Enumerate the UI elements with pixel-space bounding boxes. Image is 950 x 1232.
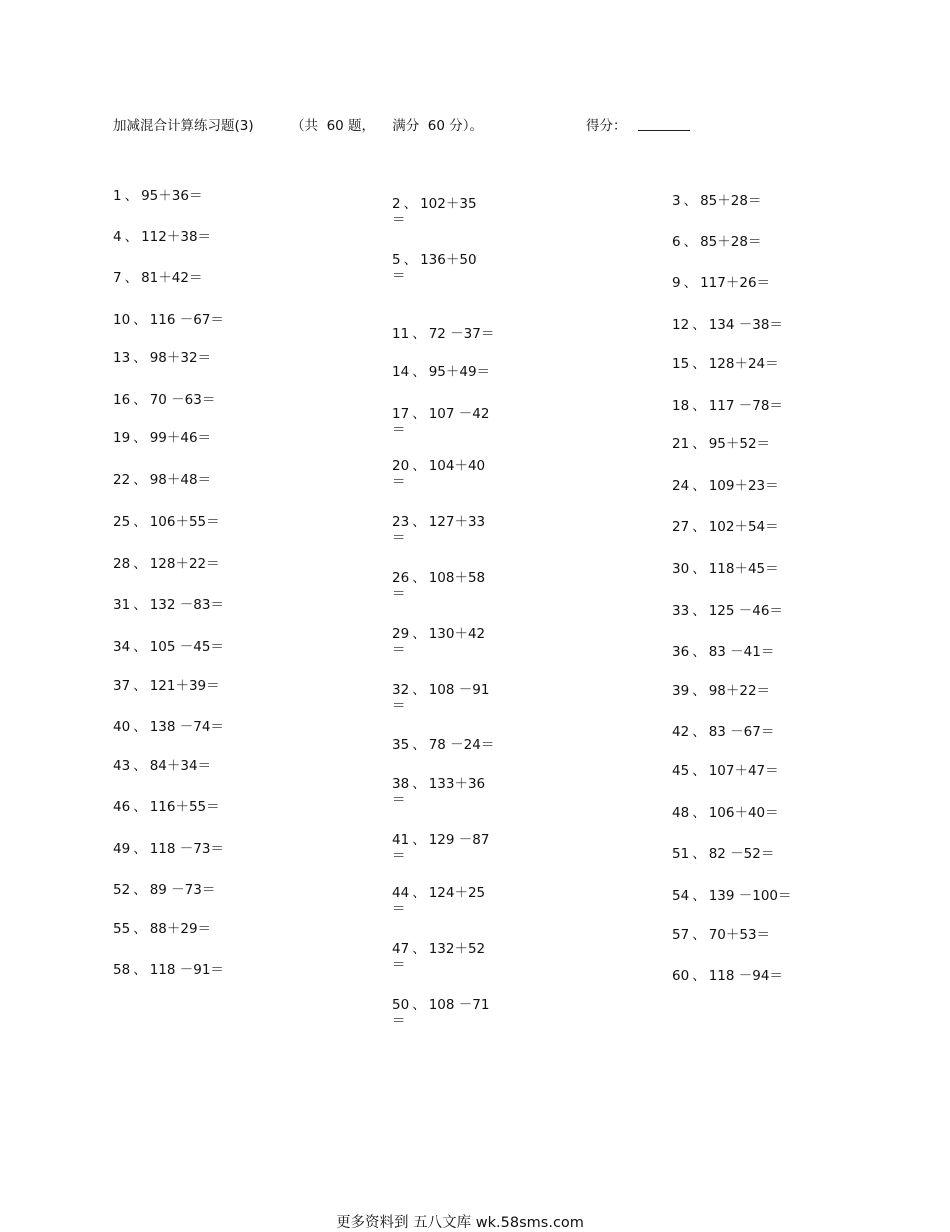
question-expression: 102＋54＝ <box>708 519 779 535</box>
question-separator: 、 <box>412 406 426 422</box>
question-number: 20 <box>392 458 410 474</box>
equals-sign: ＝ <box>392 586 406 602</box>
question-separator: 、 <box>133 758 147 774</box>
question-separator: 、 <box>692 356 706 372</box>
question-item <box>392 458 485 490</box>
question-item <box>113 597 224 613</box>
question-expression: 81＋42＝ <box>141 270 203 286</box>
question-number: 43 <box>113 758 131 774</box>
question-number: 39 <box>672 683 690 699</box>
question-expression: 106＋40＝ <box>708 805 779 821</box>
question-item <box>113 350 211 366</box>
question-item <box>672 561 779 577</box>
question-item <box>113 882 215 898</box>
question-number: 32 <box>392 682 410 698</box>
question-separator: 、 <box>692 436 706 452</box>
equals-sign: ＝ <box>392 698 406 714</box>
question-number: 34 <box>113 639 131 655</box>
question-item <box>113 962 224 978</box>
question-separator: 、 <box>133 514 147 530</box>
question-count-note: （共 60 题， 满分 60 分）。 <box>291 118 484 134</box>
question-number: 27 <box>672 519 690 535</box>
question-item <box>392 682 489 714</box>
equals-sign: ＝ <box>392 1013 406 1029</box>
question-number: 35 <box>392 737 410 753</box>
question-separator: 、 <box>412 364 426 380</box>
question-expression: 104＋40 <box>428 458 486 474</box>
question-expression: 121＋39＝ <box>149 678 220 694</box>
question-number: 1 <box>113 188 122 204</box>
question-item <box>113 556 220 572</box>
question-item <box>672 519 779 535</box>
question-item <box>113 312 224 328</box>
equals-sign: ＝ <box>392 848 406 864</box>
question-expression: 89 －73＝ <box>149 882 216 898</box>
question-number: 42 <box>672 724 690 740</box>
question-number: 25 <box>113 514 131 530</box>
question-expression: 116 －67＝ <box>149 312 224 328</box>
question-item <box>113 472 211 488</box>
question-expression: 82 －52＝ <box>708 846 775 862</box>
question-item <box>672 436 770 452</box>
question-expression: 128＋22＝ <box>149 556 220 572</box>
question-expression: 88＋29＝ <box>149 921 212 937</box>
question-item <box>672 683 770 699</box>
question-item <box>672 644 774 660</box>
question-separator: 、 <box>133 556 147 572</box>
question-number: 58 <box>113 962 131 978</box>
question-number: 51 <box>672 846 690 862</box>
question-separator: 、 <box>133 472 147 488</box>
question-item <box>392 626 485 658</box>
question-number: 14 <box>392 364 410 380</box>
question-expression: 132 －83＝ <box>149 597 224 613</box>
question-separator: 、 <box>133 799 147 815</box>
question-expression: 109＋23＝ <box>708 478 779 494</box>
question-number: 48 <box>672 805 690 821</box>
equals-sign: ＝ <box>392 530 406 546</box>
question-number: 36 <box>672 644 690 660</box>
question-expression: 85＋28＝ <box>700 234 762 250</box>
question-separator: 、 <box>412 885 426 901</box>
question-number: 52 <box>113 882 131 898</box>
question-separator: 、 <box>412 832 426 848</box>
question-item <box>672 763 779 779</box>
question-number: 33 <box>672 603 690 619</box>
question-item <box>672 603 783 619</box>
question-item <box>672 234 761 250</box>
question-number: 55 <box>113 921 131 937</box>
question-expression: 102＋35 <box>420 196 477 212</box>
question-number: 22 <box>113 472 131 488</box>
question-number: 2 <box>392 196 401 212</box>
question-number: 24 <box>672 478 690 494</box>
question-expression: 118 －91＝ <box>149 962 224 978</box>
question-separator: 、 <box>692 968 706 984</box>
question-expression: 95＋49＝ <box>428 364 491 380</box>
question-separator: 、 <box>692 644 706 660</box>
question-item <box>672 927 770 943</box>
question-item <box>392 997 489 1029</box>
question-number: 18 <box>672 398 690 414</box>
question-separator: 、 <box>412 682 426 698</box>
question-number: 40 <box>113 719 131 735</box>
question-number: 38 <box>392 776 410 792</box>
question-number: 6 <box>672 234 681 250</box>
equals-sign: ＝ <box>392 642 406 658</box>
question-number: 47 <box>392 941 410 957</box>
question-number: 57 <box>672 927 690 943</box>
question-item <box>392 941 485 973</box>
question-expression: 84＋34＝ <box>149 758 212 774</box>
question-item <box>392 776 485 808</box>
question-item <box>113 719 224 735</box>
question-separator: 、 <box>683 275 698 291</box>
question-item <box>113 392 215 408</box>
question-expression: 129 －87 <box>428 832 490 848</box>
equals-sign: ＝ <box>392 422 406 438</box>
question-expression: 117＋26＝ <box>700 275 771 291</box>
question-expression: 134 －38＝ <box>708 317 783 333</box>
question-separator: 、 <box>692 724 706 740</box>
question-separator: 、 <box>692 317 706 333</box>
question-separator: 、 <box>412 514 426 530</box>
question-item <box>392 406 489 438</box>
question-separator: 、 <box>692 478 706 494</box>
question-separator: 、 <box>133 921 147 937</box>
question-number: 46 <box>113 799 131 815</box>
question-expression: 95＋52＝ <box>708 436 771 452</box>
question-number: 54 <box>672 888 690 904</box>
question-expression: 99＋46＝ <box>149 430 212 446</box>
question-expression: 106＋55＝ <box>149 514 220 530</box>
question-expression: 133＋36 <box>428 776 486 792</box>
question-item <box>672 275 770 291</box>
question-number: 60 <box>672 968 690 984</box>
question-expression: 138 －74＝ <box>149 719 224 735</box>
question-number: 4 <box>113 229 122 245</box>
question-number: 21 <box>672 436 690 452</box>
question-expression: 107 －42 <box>428 406 490 422</box>
question-separator: 、 <box>133 841 147 857</box>
question-separator: 、 <box>412 326 426 342</box>
question-number: 12 <box>672 317 690 333</box>
question-item <box>113 758 211 774</box>
question-item <box>392 885 485 917</box>
question-expression: 127＋33 <box>428 514 486 530</box>
question-item <box>392 196 477 228</box>
equals-sign: ＝ <box>392 212 406 228</box>
equals-sign: ＝ <box>392 268 406 284</box>
question-number: 17 <box>392 406 410 422</box>
question-expression: 70＋53＝ <box>708 927 771 943</box>
question-expression: 124＋25 <box>428 885 486 901</box>
question-expression: 118 －73＝ <box>149 841 224 857</box>
question-separator: 、 <box>692 846 706 862</box>
question-item <box>672 193 761 209</box>
question-number: 44 <box>392 885 410 901</box>
question-separator: 、 <box>692 603 706 619</box>
question-item <box>392 737 494 753</box>
question-expression: 108 －91 <box>428 682 490 698</box>
question-expression: 98＋32＝ <box>149 350 212 366</box>
question-expression: 83 －41＝ <box>708 644 775 660</box>
question-expression: 78 －24＝ <box>428 737 495 753</box>
question-item <box>672 888 792 904</box>
equals-sign: ＝ <box>392 474 406 490</box>
question-expression: 136＋50 <box>420 252 477 268</box>
question-number: 5 <box>392 252 401 268</box>
question-expression: 70 －63＝ <box>149 392 216 408</box>
question-item <box>392 326 494 342</box>
question-expression: 112＋38＝ <box>141 229 212 245</box>
question-separator: 、 <box>403 196 418 212</box>
question-item <box>392 570 485 602</box>
question-expression: 105 －45＝ <box>149 639 224 655</box>
question-item <box>672 478 779 494</box>
question-separator: 、 <box>412 626 426 642</box>
question-expression: 95＋36＝ <box>141 188 203 204</box>
question-separator: 、 <box>412 570 426 586</box>
question-expression: 98＋22＝ <box>708 683 771 699</box>
question-item <box>672 356 779 372</box>
question-item <box>113 430 211 446</box>
question-separator: 、 <box>692 927 706 943</box>
question-item <box>113 639 224 655</box>
question-item <box>113 841 224 857</box>
worksheet-title: 加减混合计算练习题(3) <box>113 118 254 134</box>
question-separator: 、 <box>412 737 426 753</box>
question-item <box>392 252 477 284</box>
question-number: 29 <box>392 626 410 642</box>
question-item <box>392 364 490 380</box>
question-expression: 128＋24＝ <box>708 356 779 372</box>
question-separator: 、 <box>412 458 426 474</box>
question-separator: 、 <box>412 997 426 1013</box>
question-item <box>392 514 485 546</box>
question-separator: 、 <box>133 639 147 655</box>
question-separator: 、 <box>124 270 139 286</box>
question-item <box>113 921 211 937</box>
question-number: 3 <box>672 193 681 209</box>
question-separator: 、 <box>133 678 147 694</box>
question-number: 41 <box>392 832 410 848</box>
question-expression: 85＋28＝ <box>700 193 762 209</box>
question-expression: 72 －37＝ <box>428 326 495 342</box>
question-separator: 、 <box>692 683 706 699</box>
question-number: 11 <box>392 326 410 342</box>
question-separator: 、 <box>692 763 706 779</box>
question-number: 9 <box>672 275 681 291</box>
question-item <box>113 514 220 530</box>
question-number: 50 <box>392 997 410 1013</box>
score-blank-line <box>638 130 690 131</box>
footer-promo-text: 更多资料到 五八文库 wk.58sms.com <box>336 1215 584 1231</box>
question-expression: 107＋47＝ <box>708 763 779 779</box>
question-separator: 、 <box>692 888 706 904</box>
question-item <box>113 799 220 815</box>
question-expression: 118＋45＝ <box>708 561 779 577</box>
question-item <box>672 317 783 333</box>
equals-sign: ＝ <box>392 957 406 973</box>
question-expression: 118 －94＝ <box>708 968 783 984</box>
question-number: 16 <box>113 392 131 408</box>
question-separator: 、 <box>133 392 147 408</box>
question-item <box>113 188 202 204</box>
equals-sign: ＝ <box>392 792 406 808</box>
question-item <box>113 678 220 694</box>
question-number: 45 <box>672 763 690 779</box>
question-expression: 117 －78＝ <box>708 398 783 414</box>
question-separator: 、 <box>124 229 139 245</box>
question-item <box>113 270 202 286</box>
question-number: 10 <box>113 312 131 328</box>
question-expression: 98＋48＝ <box>149 472 212 488</box>
question-number: 30 <box>672 561 690 577</box>
question-separator: 、 <box>692 805 706 821</box>
question-separator: 、 <box>683 193 698 209</box>
equals-sign: ＝ <box>392 901 406 917</box>
question-number: 13 <box>113 350 131 366</box>
question-number: 7 <box>113 270 122 286</box>
question-item <box>672 724 774 740</box>
question-item <box>392 832 489 864</box>
score-label: 得分： <box>586 118 627 134</box>
question-number: 19 <box>113 430 131 446</box>
question-separator: 、 <box>133 962 147 978</box>
question-separator: 、 <box>133 719 147 735</box>
question-separator: 、 <box>133 882 147 898</box>
question-number: 26 <box>392 570 410 586</box>
question-expression: 132＋52 <box>428 941 486 957</box>
question-separator: 、 <box>692 398 706 414</box>
question-separator: 、 <box>403 252 418 268</box>
question-expression: 83 －67＝ <box>708 724 775 740</box>
question-number: 15 <box>672 356 690 372</box>
question-expression: 139 －100＝ <box>708 888 792 904</box>
question-item <box>672 846 774 862</box>
question-expression: 108＋58 <box>428 570 486 586</box>
question-separator: 、 <box>133 350 147 366</box>
question-number: 28 <box>113 556 131 572</box>
question-separator: 、 <box>133 597 147 613</box>
question-separator: 、 <box>412 776 426 792</box>
question-item <box>672 398 783 414</box>
question-number: 49 <box>113 841 131 857</box>
question-separator: 、 <box>692 519 706 535</box>
question-number: 31 <box>113 597 131 613</box>
question-expression: 125 －46＝ <box>708 603 783 619</box>
question-separator: 、 <box>133 430 147 446</box>
question-separator: 、 <box>692 561 706 577</box>
question-separator: 、 <box>412 941 426 957</box>
question-separator: 、 <box>133 312 147 328</box>
question-item <box>672 968 783 984</box>
question-expression: 130＋42 <box>428 626 486 642</box>
question-item <box>113 229 211 245</box>
question-separator: 、 <box>683 234 698 250</box>
question-number: 37 <box>113 678 131 694</box>
question-expression: 108 －71 <box>428 997 490 1013</box>
question-number: 23 <box>392 514 410 530</box>
question-separator: 、 <box>124 188 139 204</box>
question-expression: 116＋55＝ <box>149 799 220 815</box>
question-item <box>672 805 779 821</box>
